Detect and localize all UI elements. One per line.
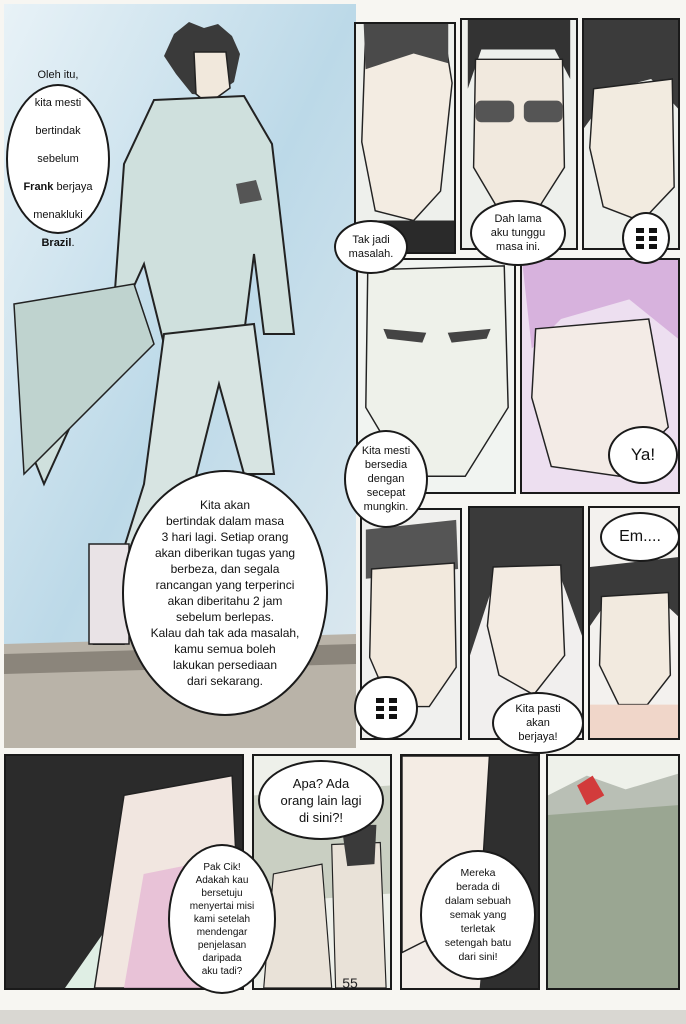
speech-bubble-pak-cik xyxy=(168,844,276,994)
page-number: 55 xyxy=(342,975,358,991)
name-brazil: Brazil xyxy=(41,237,72,249)
bubble-text: sebelum xyxy=(37,153,79,165)
bubble-text: Kita pasti akan berjaya! xyxy=(515,703,561,743)
speech-bubble-frank-brazil xyxy=(6,69,110,249)
speech-bubble-tak-jadi xyxy=(334,220,408,274)
bubble-text: Ya! xyxy=(630,445,656,464)
jungle-art xyxy=(548,756,678,988)
bubble-text: Apa? Ada orang lain lagi di sini?! xyxy=(280,775,362,825)
bubble-text: Mereka berada di dalam sebuah semak yang terletak setengah batu dari sini! xyxy=(444,867,512,963)
bubble-text: Kita akan bertindak dalam masa 3 hari lagi. Setiap orang akan diberikan tugas yang berbeza, dan segala rancangan yang terperinci akan diberitahu 2 jam sebelum berlepas. Kalau dah tak ada masalah, kamu semua boleh lakukan persediaan dari sekarang. xyxy=(150,498,300,688)
speech-bubble-mereka xyxy=(420,850,536,980)
speech-bubble-kita-pasti xyxy=(492,692,584,754)
ellipsis-dots xyxy=(376,698,397,719)
bubble-text: Pak Cik! Adakah kau bersetuju menyertai misi kami setelah mendengar penjelasan daripada aku tadi? xyxy=(189,861,255,977)
bubble-text: Oleh itu, xyxy=(37,69,79,81)
panel-man-bangs xyxy=(582,18,680,250)
bubble-text: berjaya xyxy=(53,181,93,193)
ellipsis-dots xyxy=(636,228,657,249)
speech-bubble-silence-2 xyxy=(354,676,418,740)
bubble-text: menakluki xyxy=(33,209,83,221)
speech-bubble-kita-mesti xyxy=(344,430,428,528)
speech-bubble-dah-lama xyxy=(470,200,566,266)
bubble-line xyxy=(23,236,92,250)
panel-jungle xyxy=(546,754,680,990)
bubble-text: kita mesti xyxy=(34,97,82,109)
man-bangs-art xyxy=(584,20,678,248)
speech-bubble-apa-ada xyxy=(258,760,384,840)
speech-bubble-plan xyxy=(122,470,328,716)
bubble-text: Kita mesti bersedia dengan secepat mungkin. xyxy=(361,445,411,513)
bubble-text: bertindak xyxy=(35,125,81,137)
bubble-text: Tak jadi masalah. xyxy=(348,234,394,260)
bubble-text: Em.... xyxy=(619,528,661,545)
man-smoking-art xyxy=(356,24,454,252)
name-frank: Frank xyxy=(23,181,54,193)
bubble-text: Dah lama aku tunggu masa ini. xyxy=(490,213,546,253)
speech-bubble-silence-1 xyxy=(622,212,670,264)
page-edge xyxy=(0,1010,686,1024)
bubble-line xyxy=(23,180,92,194)
speech-bubble-ya xyxy=(608,426,678,484)
speech-bubble-em xyxy=(600,512,680,562)
bubble-text: . xyxy=(71,237,75,249)
